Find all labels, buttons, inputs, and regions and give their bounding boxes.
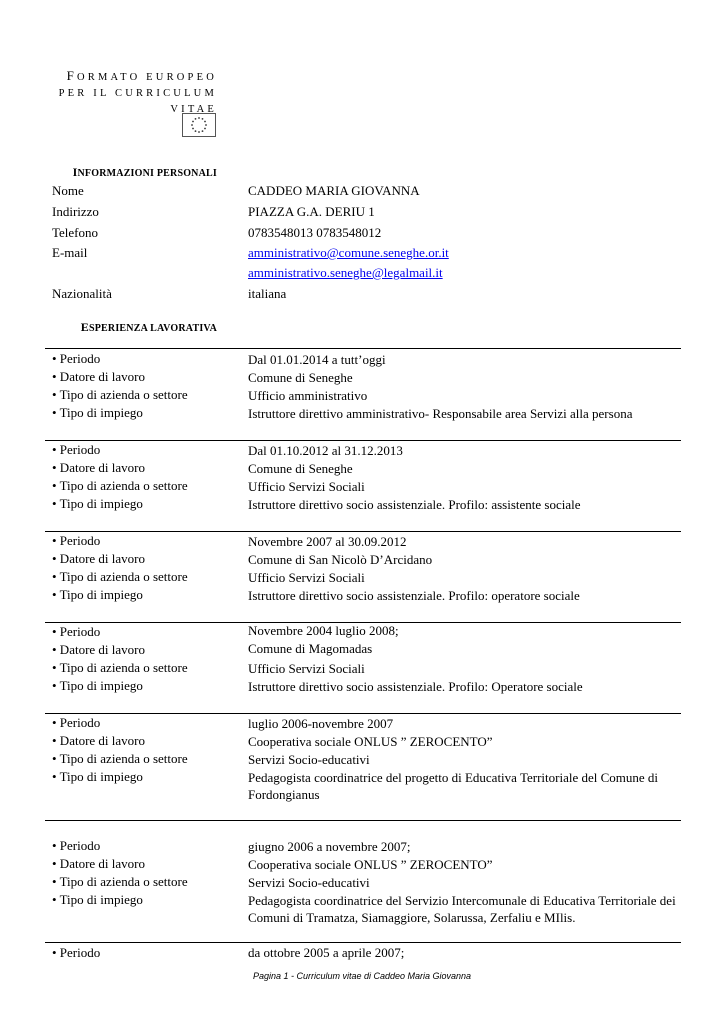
- heading-initial: E: [80, 320, 89, 334]
- employer-value: Cooperativa sociale ONLUS ” ZEROCENTO”: [248, 734, 493, 749]
- role-label: • Tipo di impiego: [52, 587, 143, 602]
- email-pec-link[interactable]: amministrativo.seneghe@legalmail.it: [248, 265, 443, 280]
- period-value: Dal 01.01.2014 a tutt’oggi: [248, 352, 386, 367]
- employer-label: • Datore di lavoro: [52, 642, 145, 657]
- period-value: da ottobre 2005 a aprile 2007;: [248, 945, 405, 960]
- entry-divider: [45, 440, 681, 441]
- address-value: PIAZZA G.A. DERIU 1: [248, 204, 375, 219]
- employer-value: Comune di Seneghe: [248, 461, 353, 476]
- sector-label: • Tipo di azienda o settore: [52, 660, 188, 675]
- period-label: • Periodo: [52, 624, 101, 639]
- period-label: • Periodo: [52, 945, 101, 960]
- eu-stars-icon: [183, 114, 215, 136]
- page-footer: Pagina 1 - Curriculum vitae di Caddeo Maria Giovanna: [252, 971, 472, 981]
- title-line-1-text: ORMATO EUROPEO: [77, 72, 217, 83]
- entry-divider: [45, 348, 681, 349]
- eu-flag-logo: [182, 113, 216, 137]
- heading-initial: I: [72, 165, 78, 179]
- employer-label: • Datore di lavoro: [52, 460, 145, 475]
- role-label: • Tipo di impiego: [52, 769, 143, 784]
- name-value: CADDEO MARIA GIOVANNA: [248, 183, 420, 198]
- role-value: Pedagogista coordinatrice del progetto di Educativa Territoriale del Comune di Fordongianus: [248, 770, 659, 802]
- sector-label: • Tipo di azienda o settore: [52, 751, 188, 766]
- entry-divider: [45, 713, 681, 714]
- address-label: Indirizzo: [52, 204, 99, 219]
- role-label: • Tipo di impiego: [52, 892, 143, 907]
- name-label: Nome: [52, 183, 84, 198]
- title-line-1: [17, 68, 217, 86]
- personal-info-heading: [17, 165, 217, 180]
- period-value: luglio 2006-novembre 2007: [248, 716, 394, 731]
- period-value: giugno 2006 a novembre 2007;: [248, 839, 411, 854]
- sector-label: • Tipo di azienda o settore: [52, 569, 188, 584]
- period-value: Dal 01.10.2012 al 31.12.2013: [248, 443, 403, 458]
- employer-value: Comune di Magomadas: [248, 641, 373, 656]
- title-line-3: VITAE: [170, 104, 217, 115]
- employer-label: • Datore di lavoro: [52, 733, 145, 748]
- employer-label: • Datore di lavoro: [52, 856, 145, 871]
- email-primary-link[interactable]: amministrativo@comune.seneghe.or.it: [248, 245, 449, 260]
- email-label: E-mail: [52, 245, 88, 260]
- period-label: • Periodo: [52, 838, 101, 853]
- employer-label: • Datore di lavoro: [52, 551, 145, 566]
- nationality-label: Nazionalità: [52, 286, 112, 301]
- role-value: Istruttore direttivo socio assistenziale. Profilo: operatore sociale: [248, 588, 580, 603]
- sector-value: Servizi Socio-educativi: [248, 875, 370, 890]
- employer-label: • Datore di lavoro: [52, 369, 145, 384]
- period-label: • Periodo: [52, 442, 101, 457]
- sector-label: • Tipo di azienda o settore: [52, 387, 188, 402]
- sector-value: Servizi Socio-educativi: [248, 752, 370, 767]
- employer-value: Cooperativa sociale ONLUS ” ZEROCENTO”: [248, 857, 493, 872]
- role-value: Istruttore direttivo amministrativo- Responsabile area Servizi alla persona: [248, 406, 633, 421]
- phone-value: 0783548013 0783548012: [248, 225, 382, 240]
- sector-value: Ufficio Servizi Sociali: [248, 570, 365, 585]
- phone-label: Telefono: [52, 225, 99, 240]
- work-experience-heading: [17, 320, 217, 335]
- sector-value: Ufficio amministrativo: [248, 388, 368, 403]
- entry-divider: [45, 531, 681, 532]
- sector-label: • Tipo di azienda o settore: [52, 478, 188, 493]
- sector-value: Ufficio Servizi Sociali: [248, 479, 365, 494]
- title-initial: F: [66, 68, 77, 83]
- email-secondary: [248, 265, 443, 281]
- sector-label: • Tipo di azienda o settore: [52, 874, 188, 889]
- email-primary: [248, 245, 449, 261]
- role-value: Istruttore direttivo socio assistenziale. Profilo: assistente sociale: [248, 497, 581, 512]
- cv-format-title: [17, 68, 217, 118]
- entry-divider: [45, 942, 681, 943]
- employer-value: Comune di Seneghe: [248, 370, 353, 385]
- period-label: • Periodo: [52, 533, 101, 548]
- role-value: Pedagogista coordinatrice del Servizio Intercomunale di Educativa Territoriale dei Comuni di Tramatza, Siamaggiore, Solarussa, Zerfaliu e MIlis.: [248, 893, 676, 925]
- role-value: Istruttore direttivo socio assistenziale. Profilo: Operatore sociale: [248, 679, 583, 694]
- period-value: Novembre 2007 al 30.09.2012: [248, 534, 407, 549]
- title-line-2: PER IL CURRICULUM: [58, 88, 217, 99]
- role-label: • Tipo di impiego: [52, 678, 143, 693]
- role-label: • Tipo di impiego: [52, 405, 143, 420]
- employer-value: Comune di San Nicolò D’Arcidano: [248, 552, 433, 567]
- period-label: • Periodo: [52, 715, 101, 730]
- heading-text: NFORMAZIONI PERSONALI: [77, 168, 217, 179]
- period-label: • Periodo: [52, 351, 101, 366]
- nationality-value: italiana: [248, 286, 287, 301]
- entry-divider: [45, 820, 681, 821]
- role-label: • Tipo di impiego: [52, 496, 143, 511]
- heading-text: SPERIENZA LAVORATIVA: [88, 323, 217, 334]
- sector-value: Ufficio Servizi Sociali: [248, 661, 365, 676]
- period-value: Novembre 2004 luglio 2008;: [248, 623, 399, 638]
